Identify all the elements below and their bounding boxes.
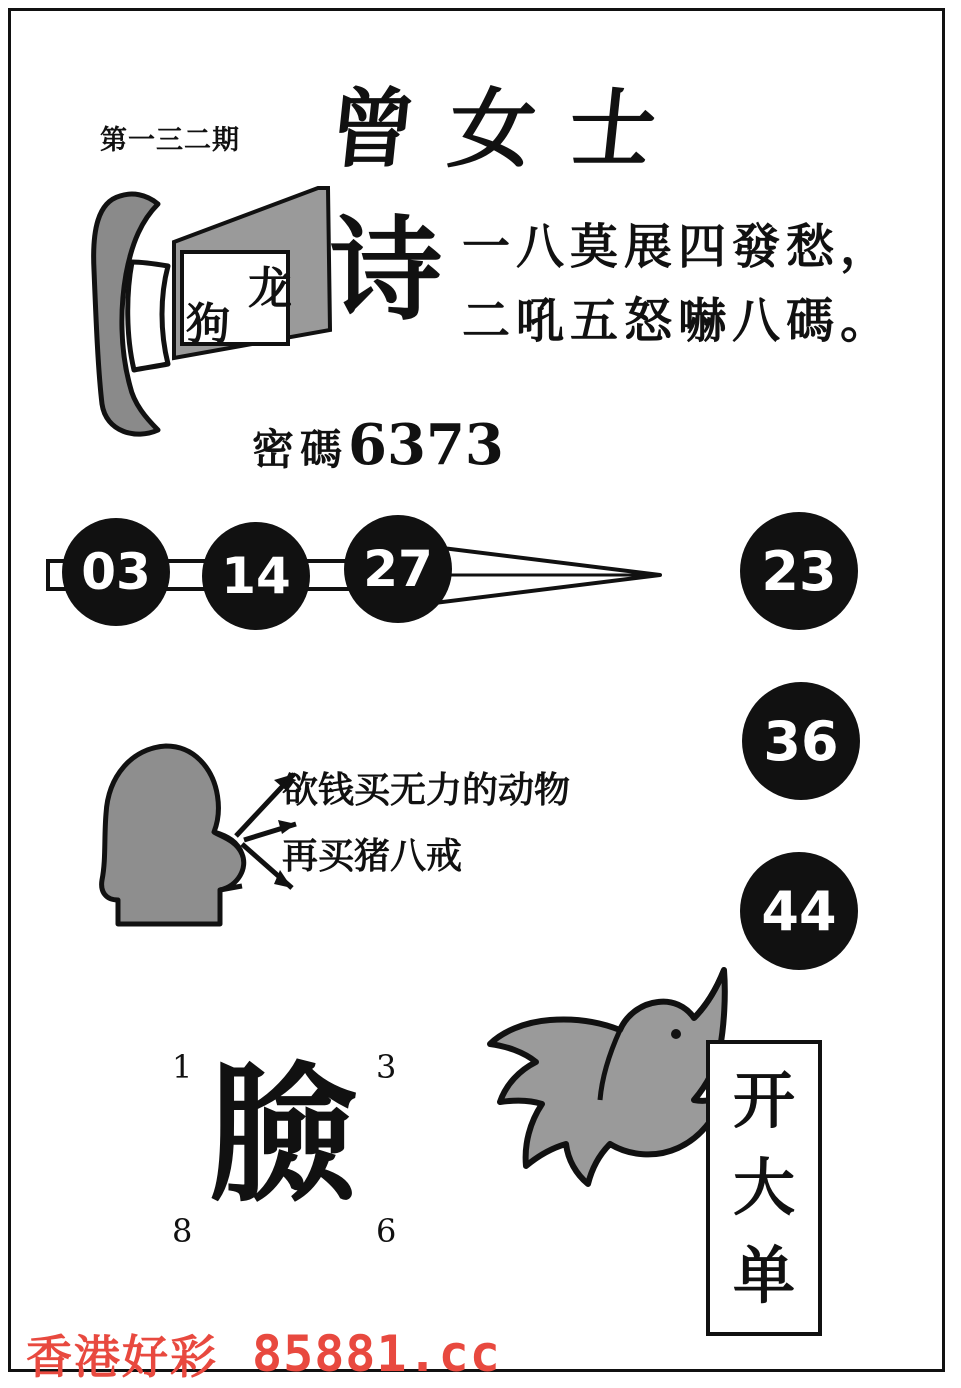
page-title: 曾女士 xyxy=(323,79,695,180)
zodiac-top-label: 龙 xyxy=(248,263,292,314)
corner-number-top-left: 1 xyxy=(172,1048,193,1086)
number-ball: 03 xyxy=(62,518,170,626)
vertical-sign-char: 单 xyxy=(732,1238,795,1312)
number-ball: 27 xyxy=(344,515,452,623)
vertical-sign-char: 大 xyxy=(732,1151,795,1224)
footer-url[interactable]: 85881.cc xyxy=(252,1325,501,1383)
number-ball: 14 xyxy=(202,522,310,630)
number-ball: 44 xyxy=(740,852,858,970)
vertical-sign-char: 开 xyxy=(732,1063,795,1137)
issue-label: 第一三二期 xyxy=(100,125,240,156)
footer xyxy=(0,1320,961,1388)
number-ball: 36 xyxy=(742,682,860,800)
corner-number-bottom-left: 8 xyxy=(172,1212,193,1250)
corner-number-top-right: 3 xyxy=(376,1048,397,1086)
zodiac-bottom-label: 狗 xyxy=(186,299,230,350)
corner-number-bottom-right: 6 xyxy=(376,1212,397,1250)
vertical-sign xyxy=(706,1040,822,1336)
password-row xyxy=(252,412,504,478)
big-character: 臉 xyxy=(208,1047,359,1223)
password-label: 密碼 xyxy=(252,425,349,474)
poem-title-character: 诗 xyxy=(330,205,442,336)
riddle-line-1: 欲钱买无力的动物 xyxy=(282,769,571,811)
poem-line-2: 二吼五怒嚇八碼。 xyxy=(462,293,895,349)
poem-line-1: 一八莫展四發愁， xyxy=(462,219,895,275)
riddle-line-2: 再买猪八戒 xyxy=(282,835,463,877)
password-digits: 6373 xyxy=(348,412,504,478)
number-ball: 23 xyxy=(740,512,858,630)
footer-site-name: 香港好彩 xyxy=(26,1330,218,1384)
